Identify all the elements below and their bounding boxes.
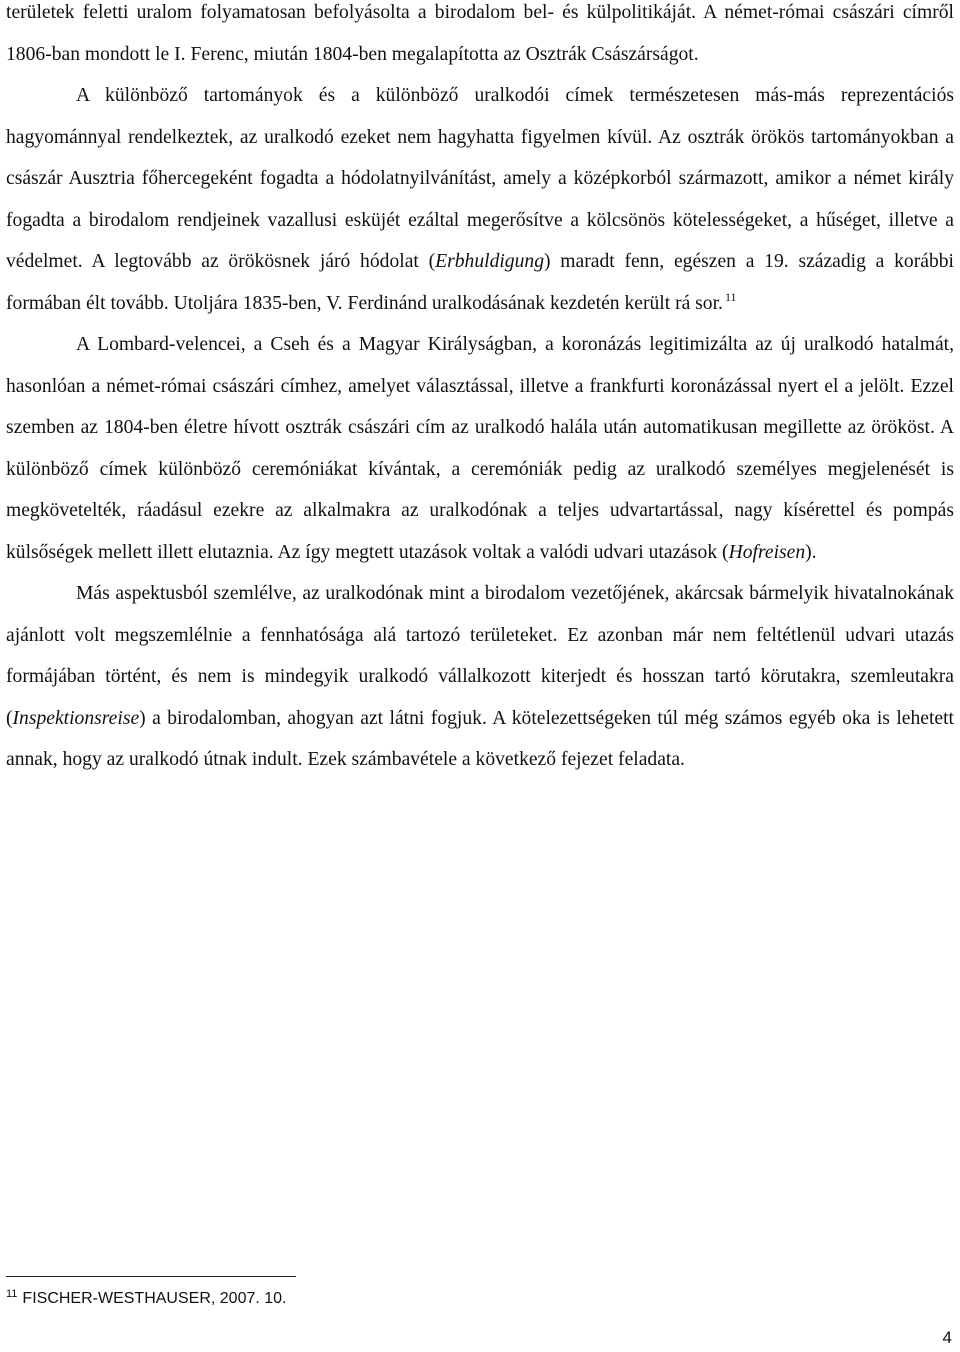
term-inspektionsreise: Inspektionsreise <box>12 707 140 729</box>
paragraph-text: A különböző tartományok és a különböző uralkodói címek természetesen más-más reprezentációs hagyománnyal rendelkeztek, az uralkodó ezeket nem hagyhatta figyelmen kívül. Az osztrák örökös tartományokban a császár Ausztria főhercegeként fogadta a hódolatnyilvánítást, amely a középkorból származott, amikor a német király fogadta a birodalom rendjeinek vazallusi esküjét ezáltal megerősítve a kölcsönös kötelességeket, a hűséget, illetve a védelmet. A legtovább az örökösnek járó hódolat ( <box>6 85 954 272</box>
paragraph-continued: területek feletti uralom folyamatosan befolyásolta a birodalom bel- és külpolitikáját. A német-római császári címről 1806-ban mondott le I. Ferenc, miután 1804-ben megalapította az Osztrák Császárságot. <box>6 2 954 65</box>
footnote-text: FISCHER-WESTHAUSER, 2007. 10. <box>22 1290 287 1307</box>
body-text <box>6 0 954 781</box>
footnote-separator <box>6 1276 296 1277</box>
term-hofreisen: Hofreisen <box>728 541 806 563</box>
paragraph-text: ) a birodalomban, ahogyan azt látni fogjuk. A kötelezettségeken túl még számos egyéb oka is lehetett annak, hogy az uralkodó útnak indult. Ezek számbavétele a következő fejezet feladata. <box>6 707 954 770</box>
paragraph-text: Más aspektusból szemlélve, az uralkodónak mint a birodalom vezetőjének, akárcsak bármelyik hivatalnokának ajánlott volt megszemlélnie a fennhatósága alá tartozó területeket. Ez azonban már nem feltétlenül udvari utazás formájában történt, és nem is mindegyik uralkodó vállalkozott kiterjedt és hosszan tartó körutakra, szemleutakra ( <box>6 583 954 729</box>
footnote-reference[interactable]: 11 <box>724 289 737 304</box>
term-erbhuldigung: Erbhuldigung <box>435 251 544 272</box>
paragraph-coronations <box>6 324 954 573</box>
paragraph-inspection-travels <box>6 573 954 781</box>
paragraph-text: A Lombard-velencei, a Cseh és a Magyar Királyságban, a koronázás legitimizálta az új uralkodó hatalmát, hasonlóan a német-római császári címhez, amelyet választással, illetve a frankfurti koronázással nyert el a jelölt. Ezzel szemben az 1804-ben életre hívott osztrák császári cím az uralkodó halála után automatikusan megillette az örököst. A különböző címek különböző ceremóniákat kívántak, a ceremóniák pedig az uralkodó személyes megjelenését is megkövetelték, ráadásul ezekre az alkalmakra az uralkodónak a teljes udvartartással, nagy kísérettel és pompás külsőségek mellett illett elutaznia. Az így megtett utazások voltak a valódi udvari utazások ( <box>6 334 954 563</box>
paragraph-text: ) maradt fenn, egészen a 19. századig a korábbi formában élt tovább. Utoljára 1835-ben, V. Ferdinánd uralkodásának kezdetén került rá sor. <box>6 251 954 314</box>
footnote-number: 11 <box>6 1288 18 1300</box>
paragraph-text: ). <box>805 541 817 563</box>
page-number: 4 <box>942 1328 952 1347</box>
paragraph-titles-and-homage <box>6 75 954 324</box>
footnote <box>6 1288 287 1310</box>
